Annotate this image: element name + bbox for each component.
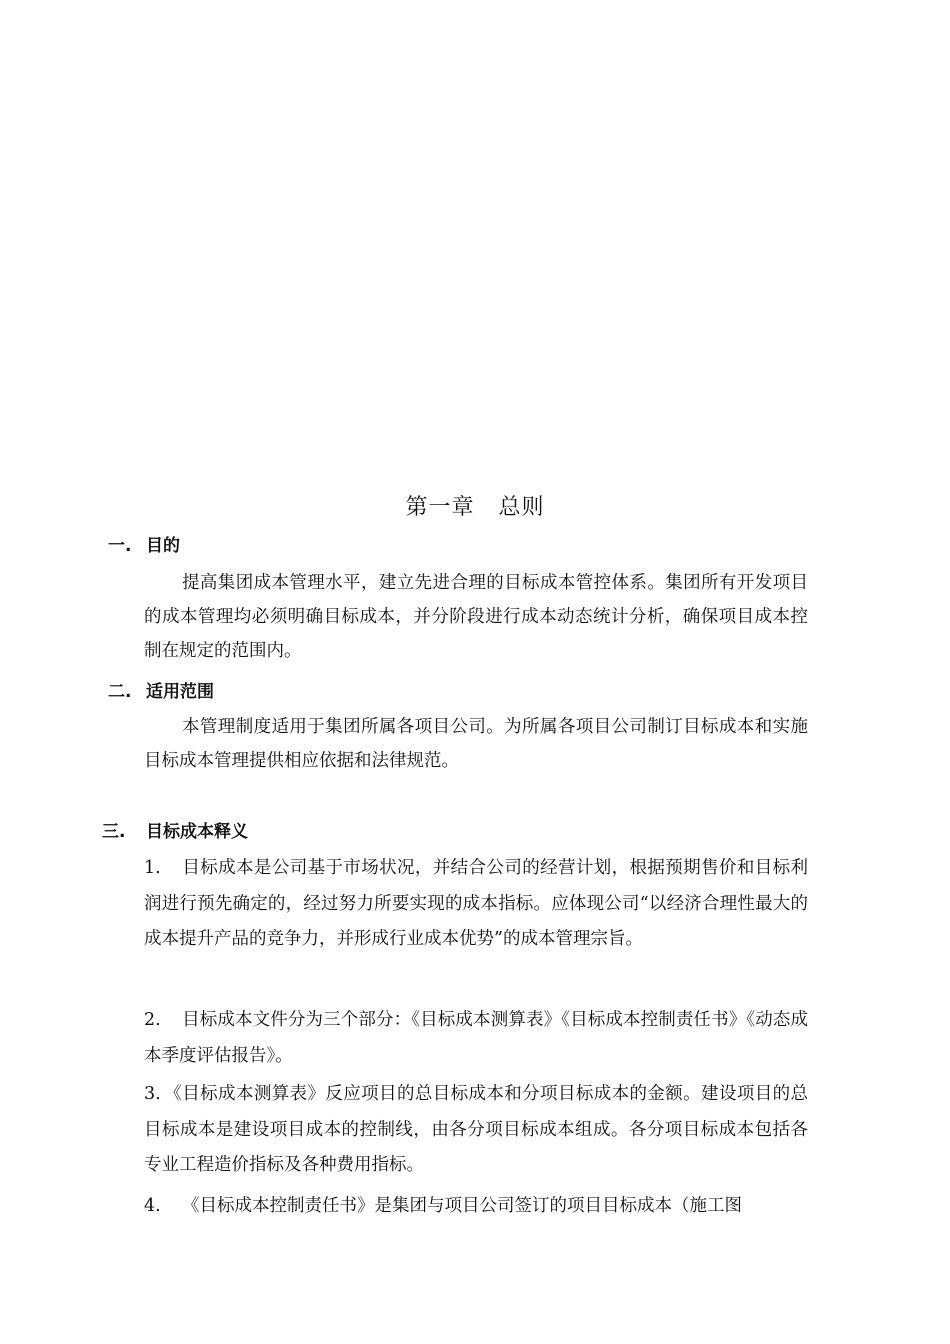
section-title: 目的: [146, 536, 180, 556]
section-paragraph-purpose: 提高集团成本管理水平，建立先进合理的目标成本管控体系。集团所有开发项目的成本管理均必须明确目标成本，并分阶段进行成本动态统计分析，确保项目成本控制在规定的范围内。: [144, 573, 808, 661]
list-item-number: 2.: [144, 1010, 161, 1030]
list-item-text: 目标成本是公司基于市场状况，并结合公司的经营计划，根据预期售价和目标利润进行预先确定的，经过努力所要实现的成本指标。应体现公司“以经济合理性最大的成本提升产品的竞争力，并形成行业成本优势”的成本管理宗旨。: [144, 858, 808, 949]
section-number: 三.: [102, 822, 126, 842]
list-item-text: 目标成本文件分为三个部分：《目标成本测算表》《目标成本控制责任书》《动态成本季度评估报告》。: [144, 1010, 808, 1066]
list-item: [144, 1003, 808, 1074]
section-title: 适用范围: [146, 682, 214, 702]
section-number: 一.: [108, 536, 132, 556]
section-heading-purpose: [108, 532, 180, 560]
list-item-number: 4.: [144, 1196, 161, 1216]
list-item-text: 《目标成本控制责任书》是集团与项目公司签订的项目目标成本（施工图: [182, 1196, 742, 1216]
list-item-number: 1.: [144, 858, 161, 878]
section-heading-scope: [108, 678, 214, 706]
section-title: 目标成本释义: [146, 822, 248, 842]
list-item: [144, 1189, 808, 1225]
chapter-number: 第一章: [405, 495, 475, 520]
list-item: [144, 1077, 808, 1184]
section-paragraph-scope: 本管理制度适用于集团所属各项目公司。为所属各项目公司制订目标成本和实施目标成本管理提供相应依据和法律规范。: [144, 717, 808, 771]
section-number: 二.: [108, 682, 132, 702]
chapter-title: [0, 490, 950, 526]
list-item-text: 《目标成本测算表》反应项目的总目标成本和分项目标成本的金额。建设项目的总目标成本是建设项目成本的控制线，由各分项目标成本组成。各分项目标成本包括各专业工程造价指标及各种费用指标。: [144, 1084, 808, 1175]
list-item-number: 3.: [144, 1084, 161, 1104]
chapter-name: 总则: [498, 495, 545, 520]
list-item: [144, 851, 808, 958]
section-heading-definition: [102, 818, 248, 846]
